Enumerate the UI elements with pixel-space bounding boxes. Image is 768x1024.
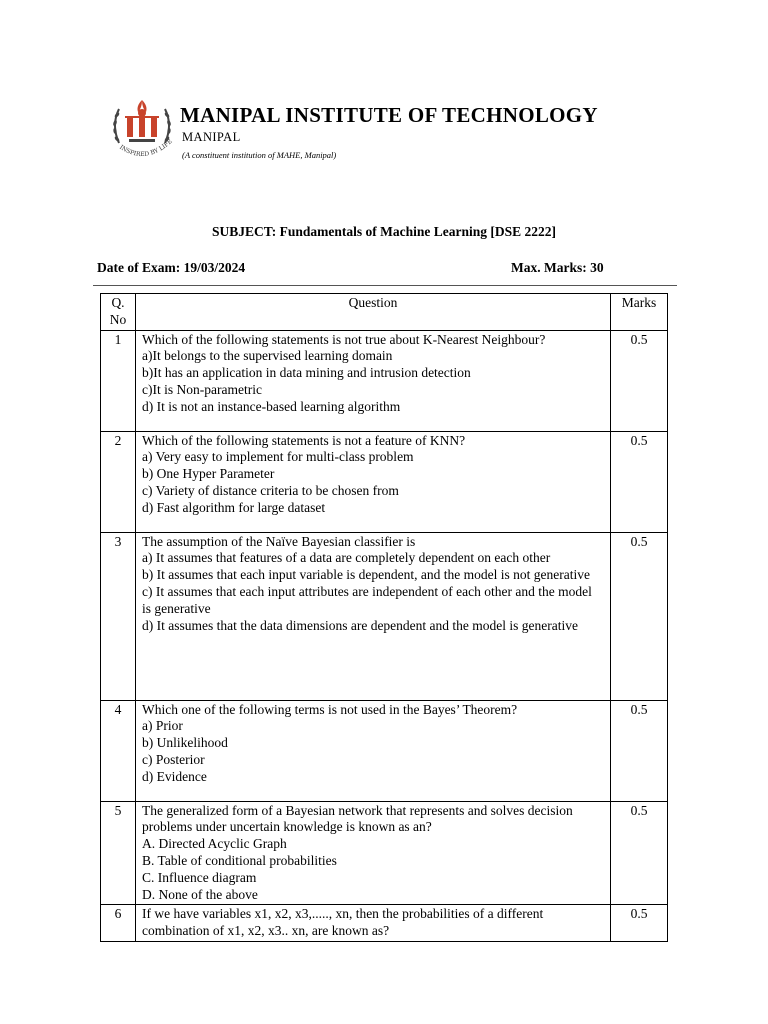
- table-header-row: [101, 294, 668, 331]
- question-marks: 0.5: [611, 700, 668, 801]
- question-number: 1: [101, 330, 136, 431]
- answer-option: b) One Hyper Parameter: [142, 466, 275, 482]
- header-marks: Marks: [611, 294, 668, 331]
- answer-option: a) It assumes that features of a data are completely dependent on each other: [142, 550, 551, 566]
- answer-option: a) Very easy to implement for multi-class problem: [142, 449, 414, 465]
- answer-option: D. None of the above: [142, 886, 258, 902]
- question-marks: 0.5: [611, 532, 668, 700]
- answer-option: d) It is not an instance-based learning algorithm: [142, 398, 401, 414]
- header-q-no: Q. No: [101, 294, 136, 331]
- institute-name: MANIPAL INSTITUTE OF TECHNOLOGY: [180, 103, 598, 127]
- question-rows: [101, 330, 668, 941]
- answer-option: c) Variety of distance criteria to be chosen from: [142, 482, 399, 498]
- question-number: 2: [101, 431, 136, 532]
- answer-option: A. Directed Acyclic Graph: [142, 836, 287, 852]
- question-stem: The generalized form of a Bayesian network that represents and solves decision problems under uncertain knowledge is known as an?: [142, 802, 573, 835]
- question-marks: 0.5: [611, 905, 668, 942]
- answer-option: d) Evidence: [142, 768, 207, 784]
- question-number: 5: [101, 801, 136, 905]
- question-stem: Which of the following statements is not true about K-Nearest Neighbour?: [142, 331, 546, 347]
- question-text: [136, 905, 611, 942]
- question-text: [136, 330, 611, 431]
- answer-option: c) Posterior: [142, 751, 205, 767]
- table-row: [101, 905, 668, 942]
- question-text: [136, 431, 611, 532]
- question-stem: Which one of the following terms is not used in the Bayes’ Theorem?: [142, 701, 518, 717]
- max-marks: Max. Marks: 30: [511, 260, 604, 275]
- question-text: [136, 532, 611, 700]
- answer-option: C. Influence diagram: [142, 869, 257, 885]
- question-marks: 0.5: [611, 801, 668, 905]
- header-question: Question: [136, 294, 611, 331]
- answer-option: d) It assumes that the data dimensions are dependent and the model is generative: [142, 617, 578, 633]
- answer-option: b) It assumes that each input variable is dependent, and the model is not generative: [142, 567, 590, 583]
- institute-tagline: (A constituent institution of MAHE, Manipal): [182, 150, 337, 160]
- institute-header: [107, 97, 687, 167]
- table-row: [101, 330, 668, 431]
- question-number: 4: [101, 700, 136, 801]
- question-table: [100, 293, 668, 942]
- manipal-logo-icon: [107, 97, 177, 161]
- answer-option: d) Fast algorithm for large dataset: [142, 499, 326, 515]
- question-stem: Which of the following statements is not a feature of KNN?: [142, 432, 466, 448]
- subject-title: SUBJECT: Fundamentals of Machine Learning [DSE 2222]: [211, 224, 557, 239]
- question-number: 3: [101, 532, 136, 700]
- question-text: [136, 700, 611, 801]
- question-text: [136, 801, 611, 905]
- question-stem: The assumption of the Naïve Bayesian classifier is: [142, 533, 416, 549]
- exam-date: Date of Exam: 19/03/2024: [97, 260, 246, 275]
- answer-option: a) Prior: [142, 718, 183, 734]
- table-row: [101, 801, 668, 905]
- answer-option: b)It has an application in data mining and intrusion detection: [142, 365, 471, 381]
- table-row: [101, 700, 668, 801]
- institute-city: MANIPAL: [182, 130, 241, 144]
- question-stem: If we have variables x1, x2, x3,....., xn, then the probabilities of a different combination of x1, x2, x3.. xn, are known as?: [142, 906, 544, 939]
- header-divider: [93, 285, 677, 286]
- question-number: 6: [101, 905, 136, 942]
- table-row: [101, 532, 668, 700]
- answer-option: c)It is Non-parametric: [142, 381, 262, 397]
- answer-option: B. Table of conditional probabilities: [142, 852, 337, 868]
- table-row: [101, 431, 668, 532]
- answer-option: a)It belongs to the supervised learning domain: [142, 348, 393, 364]
- answer-option: c) It assumes that each input attributes are independent of each other and the model is generative: [142, 583, 592, 616]
- question-marks: 0.5: [611, 431, 668, 532]
- logo-motto: INSPIRED BY LIFE: [118, 137, 174, 159]
- answer-option: b) Unlikelihood: [142, 735, 228, 751]
- question-marks: 0.5: [611, 330, 668, 431]
